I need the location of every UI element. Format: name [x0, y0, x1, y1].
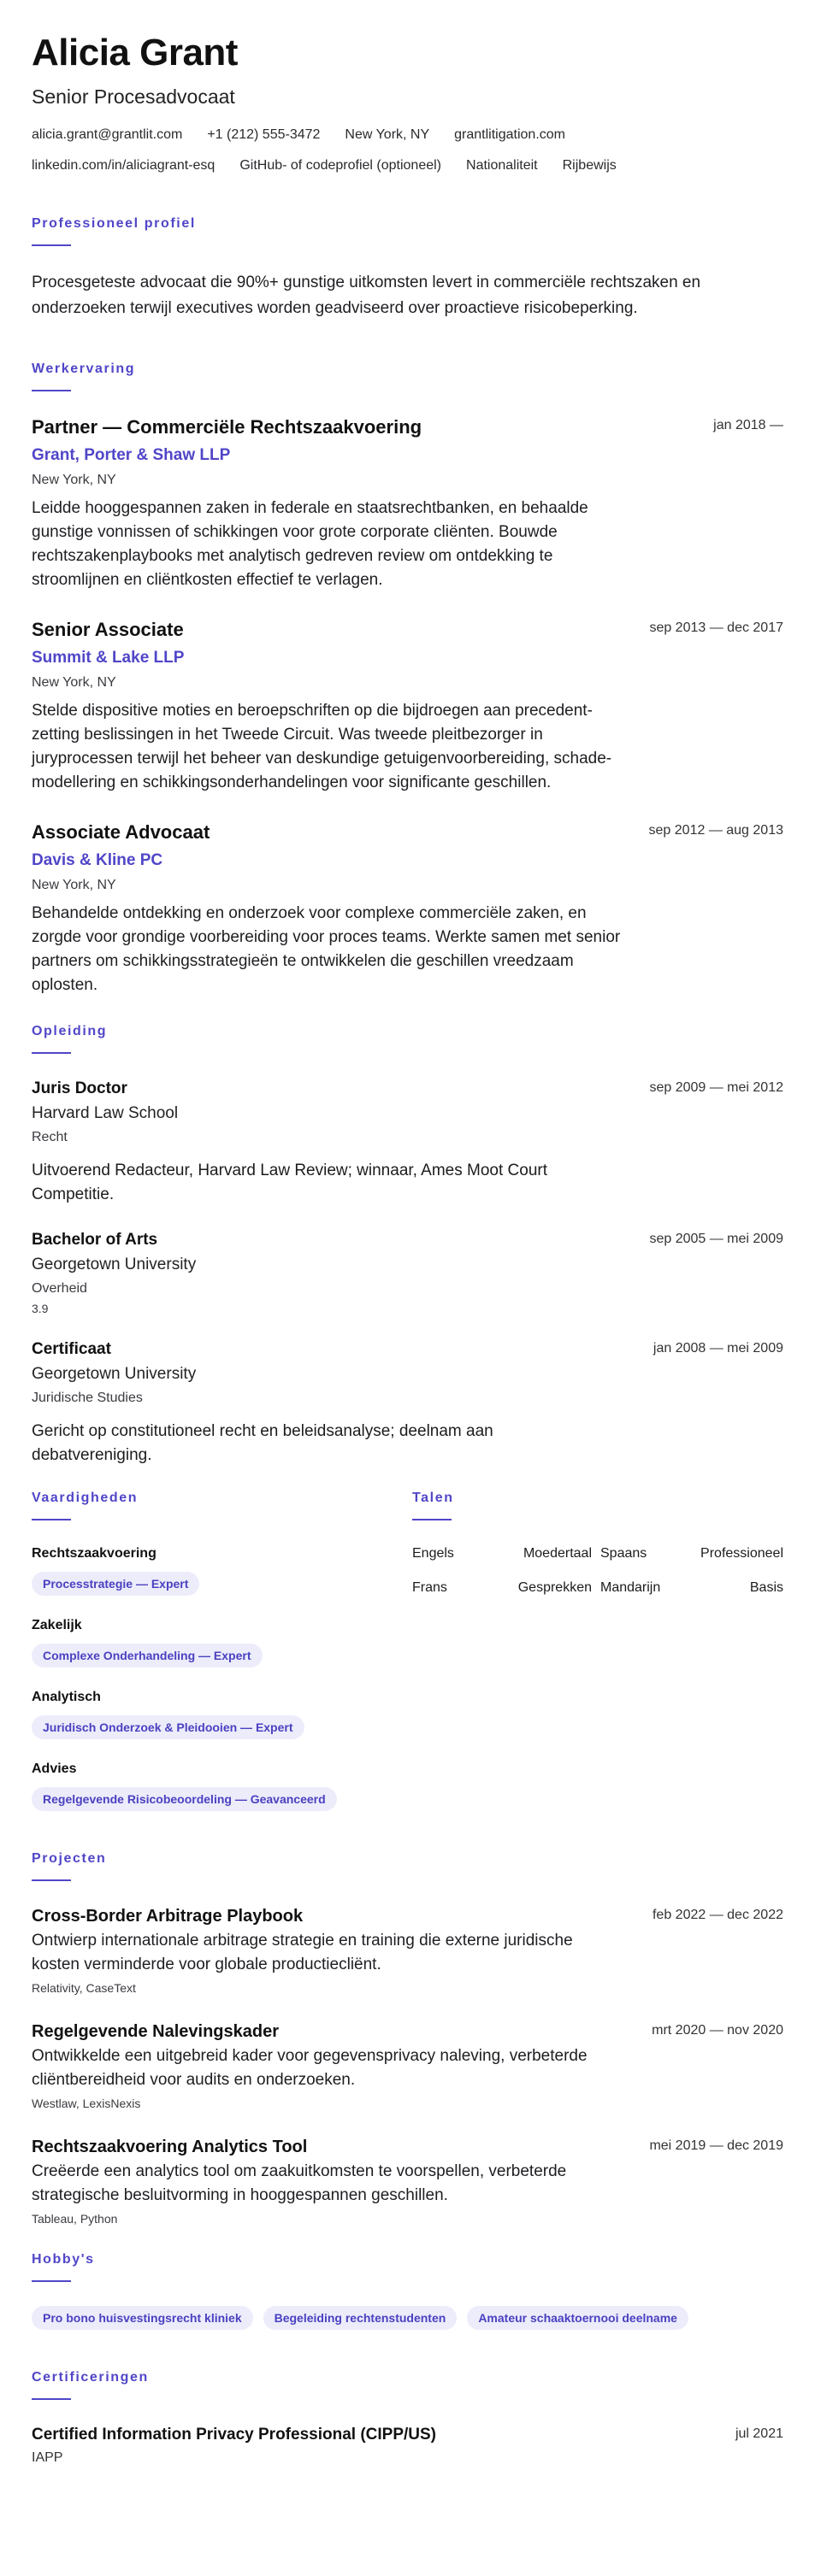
- education-entry: [32, 1338, 783, 1467]
- education-entry: [32, 1229, 783, 1316]
- project-entry: [32, 2020, 783, 2112]
- job-title: Senior Associate: [32, 619, 184, 640]
- contact-location: New York, NY: [345, 127, 430, 142]
- section-heading: Vaardigheden: [32, 1491, 139, 1505]
- skill-group: [32, 1544, 412, 1596]
- section-divider: [32, 2280, 71, 2282]
- section-divider: [32, 1052, 71, 1054]
- education-entry: [32, 1078, 783, 1207]
- hobby-chip: Amateur schaaktoernooi deelname: [467, 2306, 688, 2330]
- school-name: Georgetown University: [32, 1365, 197, 1383]
- contact-license: Rijbewijs: [562, 158, 617, 173]
- language-name: Spaans: [600, 1546, 647, 1561]
- company-name: Grant, Porter & Shaw LLP: [32, 446, 231, 464]
- project-description: Creëerde een analytics tool om zaakuitkomsten te voorspellen, verbeterde strategische besluitvorming in hooggespannen geschillen.: [32, 2162, 567, 2204]
- skill-category: Rechtszaakvoering: [32, 1546, 157, 1561]
- language-name: Mandarijn: [600, 1580, 661, 1595]
- contact-website[interactable]: grantlitigation.com: [454, 127, 565, 142]
- job-location: New York, NY: [32, 878, 116, 892]
- experience-section: [32, 361, 783, 997]
- job-dates: sep 2013 — dec 2017: [649, 620, 783, 635]
- education-dates: jan 2008 — mei 2009: [653, 1341, 783, 1356]
- profile-summary: Procesgeteste advocaat die 90%+ gunstige uitkomsten levert in commerciële rechtszaken en onderzoeken terwijl executives worden geadviseerd over proactieve risicobeperking.: [32, 273, 701, 317]
- language-level: Moedertaal: [523, 1546, 592, 1561]
- language-name: Engels: [412, 1546, 454, 1561]
- candidate-title: Senior Procesadvocaat: [32, 85, 235, 108]
- languages-grid: [412, 1544, 783, 1597]
- education-description: Uitvoerend Redacteur, Harvard Law Review; winnaar, Ames Moot Court Competitie.: [32, 1162, 547, 1203]
- skill-chip: Juridisch Onderzoek & Pleidooien — Expert: [32, 1715, 304, 1739]
- project-tools: Tableau, Python: [32, 2212, 118, 2226]
- section-divider: [32, 1519, 71, 1520]
- degree-name: Juris Doctor: [32, 1079, 127, 1097]
- experience-entry: [32, 415, 783, 592]
- resume-header: [32, 31, 783, 176]
- company-name: Davis & Kline PC: [32, 851, 163, 869]
- section-divider: [412, 1519, 452, 1520]
- profile-section: [32, 215, 783, 321]
- candidate-name: Alicia Grant: [32, 32, 238, 74]
- job-description: Stelde dispositive moties en beroepschriften op die bijdroegen aan precedent-zetting beslissingen in het Tweede Circuit. Was tweede pleitbezorger in juryprocessen terwijl het beheer van deskundige getuigenvoorbereiding, schade-modellering en schikkingsonderhandelingen voor significante geschillen.: [32, 702, 612, 791]
- skill-group: [32, 1760, 412, 1811]
- certification-name: Certified Information Privacy Professional (CIPP/US): [32, 2426, 436, 2444]
- project-tools: Westlaw, LexisNexis: [32, 2097, 141, 2110]
- hobby-chip: Pro bono huisvestingsrecht kliniek: [32, 2306, 253, 2330]
- project-dates: mrt 2020 — nov 2020: [652, 2023, 783, 2038]
- section-heading: Opleiding: [32, 1024, 108, 1038]
- experience-entry: [32, 820, 783, 997]
- job-location: New York, NY: [32, 675, 116, 690]
- contact-linkedin[interactable]: linkedin.com/in/aliciagrant-esq: [32, 158, 216, 173]
- project-dates: mei 2019 — dec 2019: [649, 2138, 783, 2153]
- certifications-section: [32, 2369, 783, 2467]
- section-heading: Hobby's: [32, 2252, 95, 2267]
- certification-entry: [32, 2424, 783, 2467]
- project-entry: [32, 2136, 783, 2227]
- skill-category: Advies: [32, 1761, 77, 1776]
- gpa-value: 3.9: [32, 1302, 49, 1315]
- job-location: New York, NY: [32, 473, 116, 487]
- job-dates: jan 2018 —: [713, 418, 783, 432]
- section-heading: Talen: [412, 1491, 454, 1505]
- degree-name: Bachelor of Arts: [32, 1231, 158, 1249]
- section-divider: [32, 2398, 71, 2400]
- company-name: Summit & Lake LLP: [32, 649, 185, 667]
- section-heading: Werkervaring: [32, 362, 136, 376]
- project-description: Ontwikkelde een uitgebreid kader voor gegevensprivacy naleving, verbeterde cliëntbereidheid voor audits en onderzoeken.: [32, 2047, 588, 2089]
- section-heading: Projecten: [32, 1851, 107, 1866]
- projects-section: [32, 1850, 783, 2227]
- project-name: Cross-Border Arbitrage Playbook: [32, 1907, 304, 1926]
- contact-info: [32, 125, 783, 176]
- project-dates: feb 2022 — dec 2022: [652, 1908, 783, 1922]
- education-dates: sep 2009 — mei 2012: [649, 1080, 783, 1095]
- language-level: Professioneel: [700, 1546, 783, 1561]
- skill-chip: Processtrategie — Expert: [32, 1572, 199, 1596]
- hobbies-section: [32, 2251, 783, 2330]
- contact-email[interactable]: alicia.grant@grantlit.com: [32, 127, 183, 142]
- languages-section: [412, 1490, 783, 1832]
- skill-group: [32, 1616, 412, 1667]
- section-divider: [32, 390, 71, 391]
- education-dates: sep 2005 — mei 2009: [649, 1232, 783, 1246]
- language-name: Frans: [412, 1580, 447, 1595]
- skill-chip: Complexe Onderhandeling — Expert: [32, 1644, 263, 1667]
- degree-name: Certificaat: [32, 1340, 111, 1358]
- language-level: Basis: [749, 1580, 783, 1595]
- skill-chip: Regelgevende Risicobeoordeling — Geavanceerd: [32, 1787, 337, 1811]
- job-dates: sep 2012 — aug 2013: [648, 823, 783, 838]
- job-title: Partner — Commerciële Rechtszaakvoering: [32, 416, 422, 438]
- study-field: Recht: [32, 1130, 68, 1144]
- job-title: Associate Advocaat: [32, 821, 210, 843]
- skills-languages-row: [32, 1490, 783, 1832]
- certification-issuer: IAPP: [32, 2450, 63, 2465]
- skill-category: Analytisch: [32, 1690, 101, 1704]
- contact-github: GitHub- of codeprofiel (optioneel): [239, 158, 442, 173]
- section-heading: Certificeringen: [32, 2370, 149, 2385]
- job-description: Behandelde ontdekking en onderzoek voor complexe commerciële zaken, en zorgde voor grondige voorbereiding voor proces teams. Werkte samen met senior partners om schikkingsstrategieën te ontwikkelen die geschillen vreedzaam oplosten.: [32, 904, 621, 994]
- contact-phone[interactable]: +1 (212) 555-3472: [207, 127, 321, 142]
- hobby-chip: Begeleiding rechtenstudenten: [263, 2306, 458, 2330]
- project-description: Ontwierp internationale arbitrage strategie en training die externe juridische kosten verminderde voor globale productiecliënt.: [32, 1932, 573, 1973]
- school-name: Georgetown University: [32, 1256, 197, 1273]
- skill-category: Zakelijk: [32, 1618, 82, 1632]
- contact-nationality: Nationaliteit: [466, 158, 538, 173]
- skills-section: [32, 1490, 412, 1832]
- project-tools: Relativity, CaseText: [32, 1981, 136, 1995]
- contact-row: [32, 125, 783, 145]
- section-divider: [32, 1879, 71, 1881]
- certification-date: jul 2021: [735, 2426, 783, 2441]
- contact-row: [32, 156, 783, 176]
- language-level: Gesprekken: [517, 1580, 592, 1595]
- school-name: Harvard Law School: [32, 1104, 179, 1122]
- project-name: Rechtszaakvoering Analytics Tool: [32, 2138, 308, 2156]
- study-field: Juridische Studies: [32, 1391, 143, 1405]
- project-entry: [32, 1905, 783, 1997]
- hobby-chips: [32, 2306, 783, 2330]
- study-field: Overheid: [32, 1281, 87, 1296]
- experience-entry: [32, 618, 783, 795]
- education-description: Gericht op constitutioneel recht en beleidsanalyse; deelnam aan debatvereniging.: [32, 1422, 493, 1464]
- section-divider: [32, 244, 71, 246]
- job-description: Leidde hooggespannen zaken in federale en staatsrechtbanken, en behaalde gunstige vonnissen of schikkingen voor grote corporate cliënten. Bouwde rechtszakenplaybooks met analytisch gedreven review om ontdekking te stroomlijnen en cliëntkosten effectief te verlagen.: [32, 499, 588, 589]
- education-section: [32, 1023, 783, 1467]
- section-heading: Professioneel profiel: [32, 216, 196, 231]
- skill-group: [32, 1688, 412, 1739]
- project-name: Regelgevende Nalevingskader: [32, 2022, 280, 2041]
